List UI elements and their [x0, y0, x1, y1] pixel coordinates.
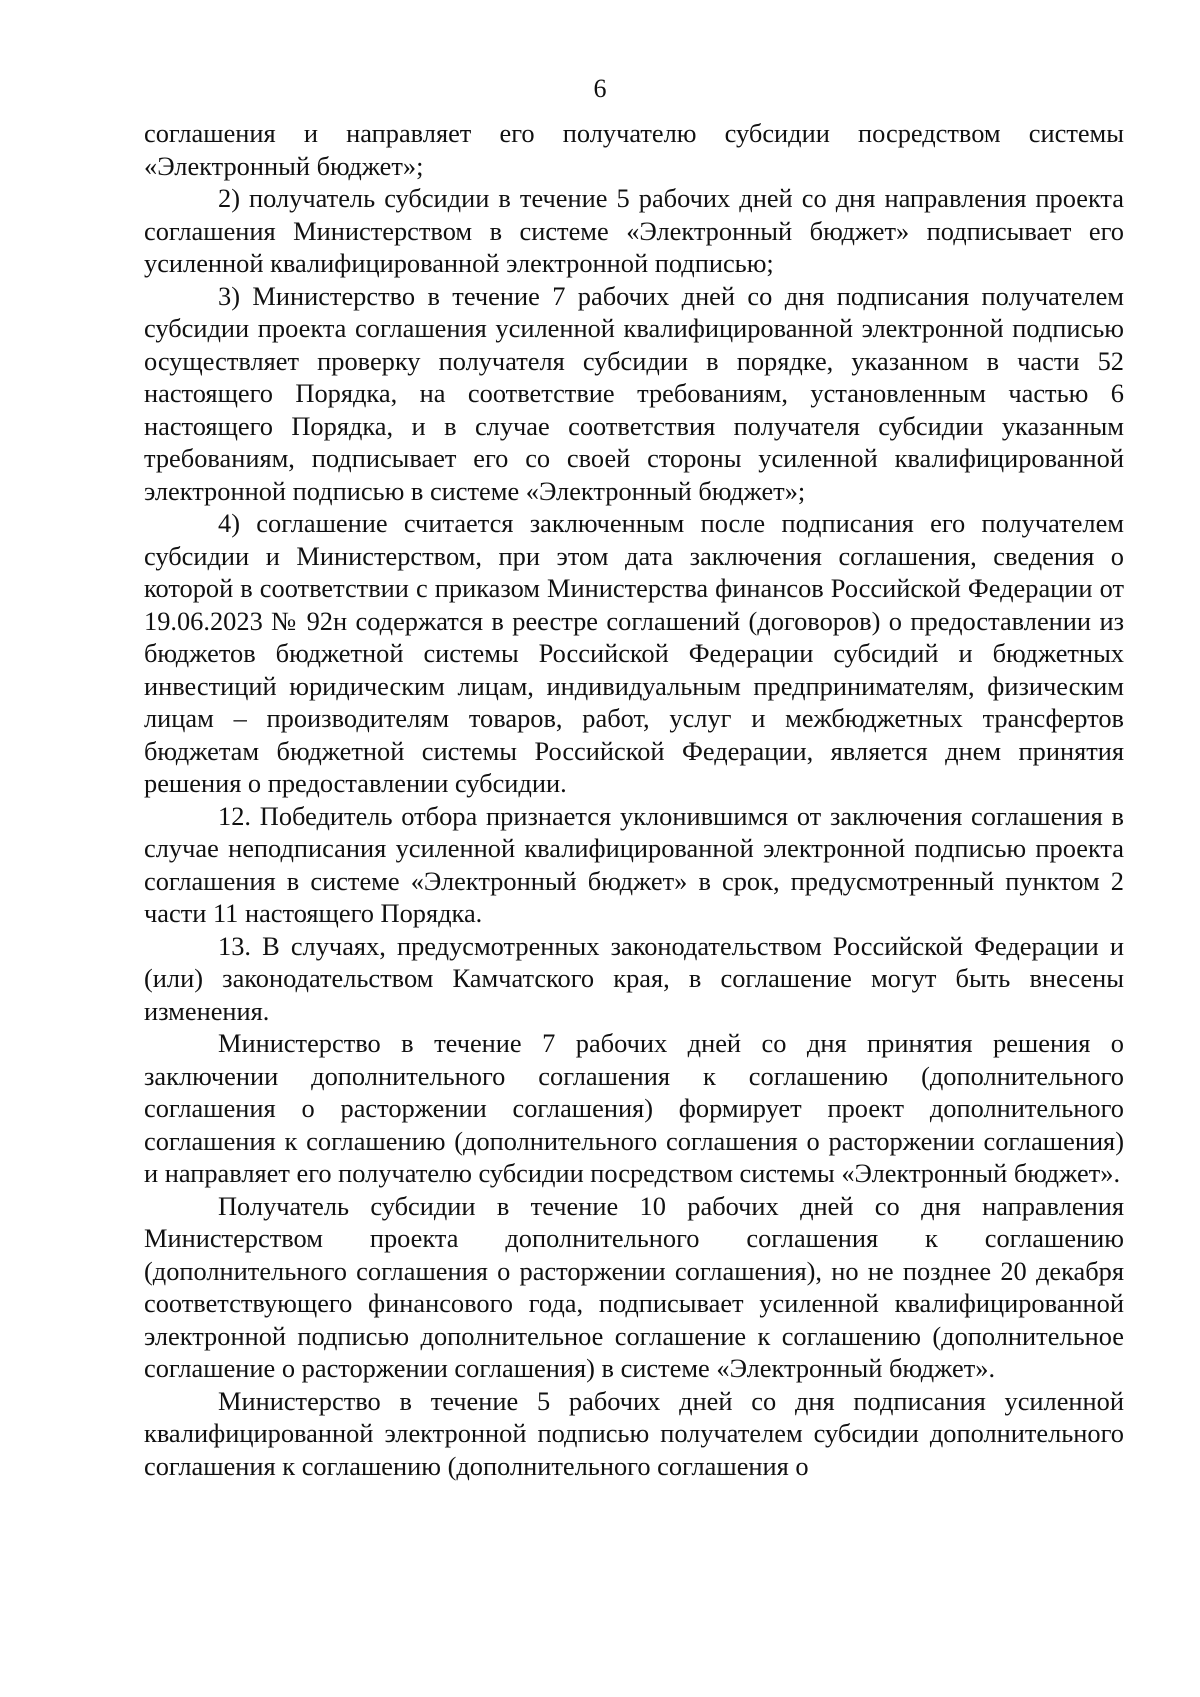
- paragraph-ministry-signs: Министерство в течение 5 рабочих дней со дня подписания усиленной квалифицированной электронной подписью получателем субсидии дополнительного соглашения к соглашению (дополнительного соглашения о: [144, 1385, 1124, 1481]
- paragraph-section-12: 12. Победитель отбора признается уклонившимся от заключения соглашения в случае неподписания усиленной квалифицированной электронной подписью проекта соглашения в системе «Электронный бюджет» в срок, предусмотренный пунктом 2 части 11 настоящего Порядка.: [144, 800, 1124, 928]
- document-body: [144, 117, 1124, 1482]
- paragraph-ministry-drafts: Министерство в течение 7 рабочих дней со дня принятия решения о заключении дополнительного соглашения к соглашению (дополнительного соглашения о расторжении соглашения) формирует проект дополнительного соглашения к соглашению (дополнительного соглашения о расторжении соглашения) и направляет его получателю субсидии посредством системы «Электронный бюджет».: [144, 1028, 1124, 1188]
- paragraph-recipient-signs: Получатель субсидии в течение 10 рабочих дней со дня направления Министерством проекта дополнительного соглашения к соглашению (дополнительного соглашения о расторжении соглашения), но не позднее 20 декабря соответствующего финансового года, подписывает усиленной квалифицированной электронной подписью дополнительное соглашение к соглашению (дополнительное соглашение о расторжении соглашения) в системе «Электронный бюджет».: [144, 1190, 1124, 1383]
- paragraph-section-13: 13. В случаях, предусмотренных законодательством Российской Федерации и (или) законодательством Камчатского края, в соглашение могут быть внесены изменения.: [144, 930, 1124, 1026]
- paragraph-item-3: 3) Министерство в течение 7 рабочих дней со дня подписания получателем субсидии проекта соглашения усиленной квалифицированной электронной подписью осуществляет проверку получателя субсидии в порядке, указанном в части 52 настоящего Порядка, на соответствие требованиям, установленным частью 6 настоящего Порядка, и в случае соответствия получателя субсидии указанным требованиям, подписывает его со своей стороны усиленной квалифицированной электронной подписью в системе «Электронный бюджет»;: [144, 280, 1124, 506]
- page-number: 6: [593, 74, 607, 103]
- paragraph-item-2: 2) получатель субсидии в течение 5 рабочих дней со дня направления проекта соглашения Министерством в системе «Электронный бюджет» подписывает его усиленной квалифицированной электронной подписью;: [144, 183, 1124, 278]
- paragraph-item-4: 4) соглашение считается заключенным после подписания его получателем субсидии и Министерством, при этом дата заключения соглашения, сведения о которой в соответствии с приказом Министерства финансов Российской Федерации от 19.06.2023 № 92н содержатся в реестре соглашений (договоров) о предоставлении из бюджетов бюджетной системы Российской Федерации субсидий и бюджетных инвестиций юридическим лицам, индивидуальным предпринимателям, физическим лицам – производителям товаров, работ, услуг и межбюджетных трансфертов бюджетам бюджетной системы Российской Федерации, является днем принятия решения о предоставлении субсидии.: [144, 508, 1124, 798]
- paragraph-continuation: соглашения и направляет его получателю субсидии посредством системы «Электронный бюджет»;: [144, 118, 1124, 181]
